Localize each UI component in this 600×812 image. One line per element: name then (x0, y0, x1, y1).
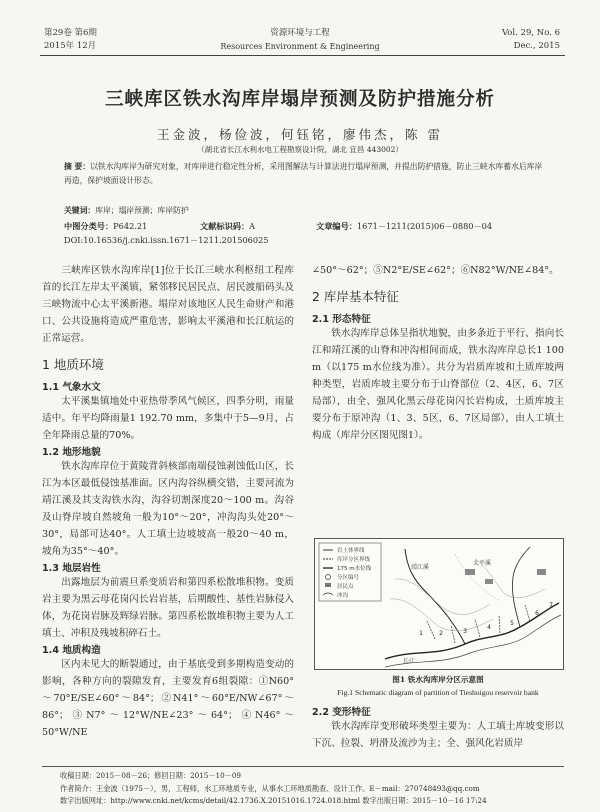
zone-label: 5 (510, 620, 514, 627)
subsection-2-2-heading: 2.2 变形特征 (312, 707, 371, 718)
zone-label: 7 (549, 602, 553, 609)
subsection-1-1-heading: 1.1 气象水文 (42, 382, 101, 393)
volume-issue-en: Vol. 29, No. 6 (501, 28, 560, 38)
intro-paragraph: 三峡库区铁水沟库岸[1]位于长江三峡水利枢纽工程库首的长江左岸太平溪镇，紧邻移民居民点、居民渡船码头及三峡物流中心太平溪新港。塌岸对该地区人民生命财产和港口、公共设施将造成严重危害，影响太平溪港和长江航运的正常运营。 (42, 265, 294, 344)
abstract-text: 以铁水沟库岸为研究对象，对库岸进行稳定性分析，采用图解法与计算法进行塌岸预测，并提出防护措施，防止三峡水库蓄水后库岸再造，保护坡面设计形态。 (64, 162, 543, 185)
footnotes (60, 770, 565, 808)
zone-label: 4 (487, 624, 491, 631)
legend-entry: 175 m水位线 (337, 566, 372, 572)
received-date: 收稿日期：2015－08－26；修回日期：2015－10－09 (60, 771, 241, 780)
subsection-1-2-heading: 1.2 地形地貌 (42, 447, 101, 458)
legend-entry: 岩土体界线 (337, 548, 365, 554)
left-column (42, 262, 294, 741)
paragraph-2-2: 铁水沟库岸变形破坏类型主要为：人工填土库坡变形以下沉、拉裂、坍滑及流沙为主；全、强风化岩质岸 (312, 721, 564, 749)
place-label: 靖江溪 (411, 564, 430, 571)
volume-issue-cn: 第29卷 第6期 (44, 28, 97, 38)
paragraph-2-1: 铁水沟库岸总体呈指状地貌，由多条近于平行、指向长江和靖江溪的山脊和冲沟相间而成，铁水沟库岸总长1 100 m（以175 m水位线为准）。共分为岩质库坡和土质库坡两种类型，岩质库坡主要分布于山脊部位（2、4区，6、7区局部），由全、强风化黑云母花岗闪长岩构成，土质库坡主要分布于原冲沟（1、3、5区，6、7区局部），由人工填土构成（库岸分区图见图1）。 (312, 328, 564, 441)
zone-label: 3 (463, 628, 467, 635)
paragraph-1-2: 铁水沟库岸位于黄陵背斜核部南端侵蚀剥蚀低山区，长江为本区最低侵蚀基准面。区内沟谷纵横交错，主要河流为靖江溪及其支沟铁水沟，沟谷切割深度20～100 m。沟谷及山脊岸坡自然坡角一般为10°～20°，冲沟沟头处20°～30°，局部可达40°。人工填土边坡坡高一般20～40 m，坡角为35°～40°。 (42, 461, 294, 557)
keywords-label: 关键词： (64, 206, 96, 215)
place-label: 长江 (403, 658, 416, 665)
journal-name-en: Resources Environment & Engineering (220, 42, 380, 51)
partition-map-drawing (315, 539, 563, 669)
abstract-label: 摘 要： (64, 162, 91, 171)
right-column-lower (312, 704, 564, 752)
zone-label: 6 (535, 610, 539, 617)
section-2-heading: 2 库岸基本特征 (312, 289, 399, 304)
document-code: 文献标识码：A (200, 221, 256, 231)
figure-1-map (314, 538, 564, 670)
keywords-text: 库岸；塌岸预测；库岸防护 (95, 206, 189, 215)
abstract (64, 160, 544, 188)
figure-1-caption-cn: 图1 铁水沟库岸分区示意图 (392, 675, 484, 684)
subsection-2-1-heading: 2.1 形态特征 (312, 314, 371, 325)
subsection-1-3-heading: 1.3 地层岩性 (42, 563, 101, 574)
paragraph-1-1: 太平溪集镇地处中亚热带季风气候区，四季分明，雨量适中。年平均降雨量1 192.70 mm，多集中于5—9月，占全年降雨总量的70%。 (42, 396, 294, 441)
author-bio: 作者简介：王金波（1975－），男，工程师，水工环地质专业，从事水工环地质勘查、设计工作。E－mail：270748493@qq.com (60, 783, 480, 793)
legend-entry: 分区编号 (337, 575, 360, 581)
date-cn: 2015年 12月 (44, 41, 97, 51)
right-column (312, 262, 564, 444)
article-number: 文章编号：1671－1211(2015)06－0880－04 (316, 221, 493, 231)
paragraph-1-3: 出露地层为前震旦系变质岩和第四系松散堆积物。变质岩主要为黑云母花岗闪长岩岩基，后期酸性、基性岩脉侵入体，为花岗岩脉及辉绿岩脉。第四系松散堆积物主要为人工填土、冲积及残坡积碎石土。 (42, 577, 294, 639)
paragraph-1-4: 区内未见大的断裂通过，由于基底受到多期构造变动的影响，各种方向的裂隙发育，主要发育6组裂隙：①N60°～70°E/SE∠60°～84°；②N41°～60°E/NW∠67°～86°；③N7°～12°W/NE∠23°～64°；④N46°～50°W/NE (42, 659, 294, 738)
legend-entry: 居民点 (337, 584, 354, 590)
author-list: 王金波，杨俭波，何钰铭，廖伟杰，陈 雷 (157, 127, 443, 142)
paper-title: 三峡库区铁水沟库岸塌岸预测及防护措施分析 (104, 89, 495, 110)
journal-name-cn: 资源环境与工程 (270, 28, 330, 38)
clc-number: 中图分类号：P642.21 (64, 221, 148, 231)
online-publication: 数字出版网址：http://www.cnki.net/kcms/detail/42.1736.X.20151016.1724.018.html 数字出版日期：2015－10－16 17:24 (60, 796, 487, 805)
affiliation: （湖北省长江水利水电工程勘察设计院，湖北 宜昌 443002） (197, 145, 403, 154)
joint-set-continuation: ∠50°～62°；⑤N2°E/SE∠62°；⑥N82°W/NE∠84°。 (312, 265, 559, 276)
legend-entry: 库岸分区界线 (337, 557, 371, 563)
keywords (64, 204, 544, 218)
header-rule (40, 55, 565, 56)
zone-label: 1 (419, 630, 423, 637)
section-1-heading: 1 地质环境 (42, 357, 104, 372)
date-en: Dec., 2015 (513, 41, 560, 51)
figure-1-caption-en: Fig.1 Schematic diagram of partition of Tieshuigou reservoir bank (337, 688, 539, 697)
legend-entry: 冲沟 (337, 593, 349, 599)
subsection-1-4-heading: 1.4 地质构造 (42, 645, 101, 656)
place-label: 太平溪 (473, 560, 492, 567)
zone-label: 2 (439, 630, 443, 637)
footnote-rule (42, 766, 564, 767)
doi: DOI:10.16536/j.cnki.issn.1671－1211.201506025 (64, 235, 269, 245)
